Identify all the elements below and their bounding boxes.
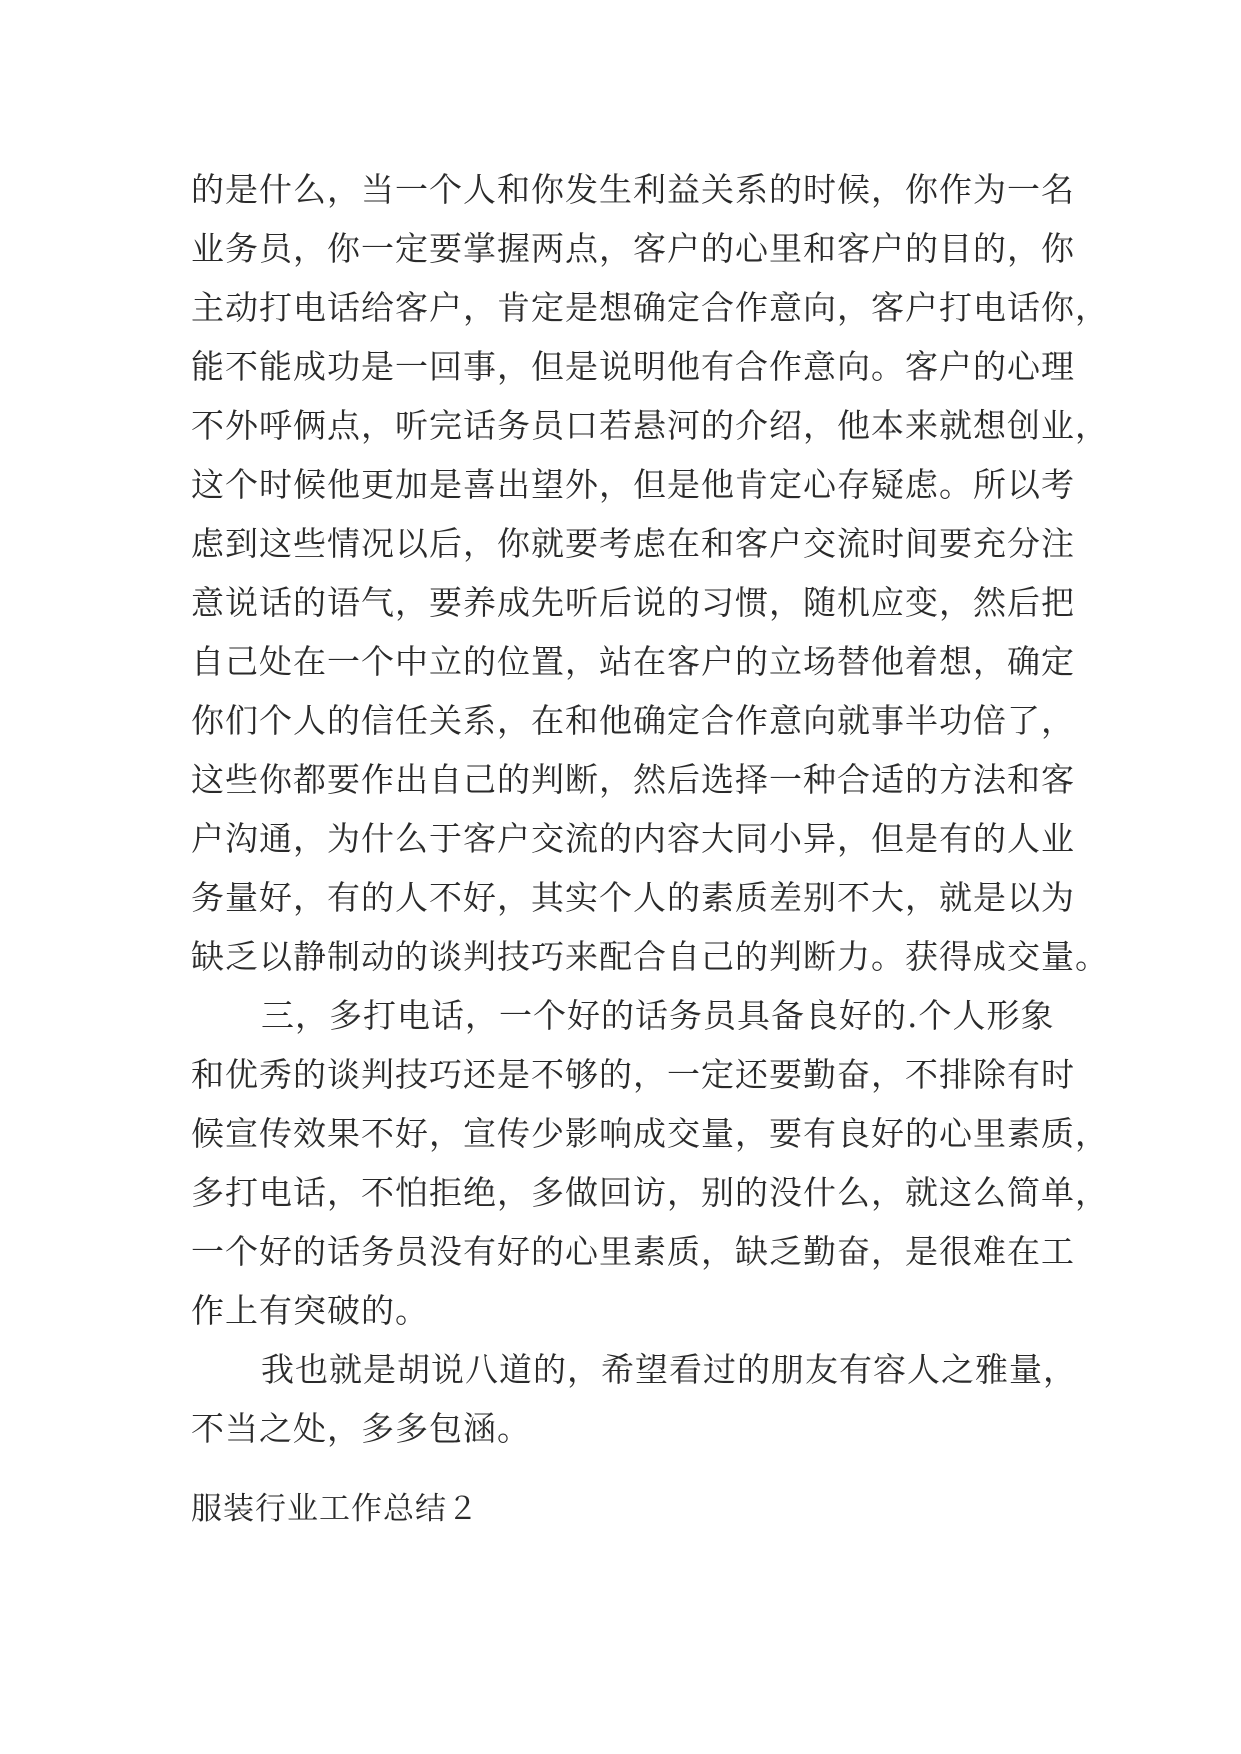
paragraph-2-line: 多打电话，不怕拒绝，多做回访，别的没什么，就这么简单， bbox=[191, 1173, 1109, 1212]
paragraph-2-line: 一个好的话务员没有好的心里素质，缺乏勤奋，是很难在工 bbox=[191, 1232, 1075, 1271]
paragraph-1-line: 业务员，你一定要掌握两点，客户的心里和客户的目的，你 bbox=[191, 229, 1075, 268]
paragraph-1-line: 这个时候他更加是喜出望外，但是他肯定心存疑虑。所以考 bbox=[191, 465, 1075, 504]
document-body bbox=[191, 160, 1109, 1458]
paragraph-1 bbox=[191, 160, 1109, 986]
paragraph-1-line: 的是什么，当一个人和你发生利益关系的时候，你作为一名 bbox=[191, 170, 1075, 209]
paragraph-1-line: 意说话的语气，要养成先听后说的习惯，随机应变，然后把 bbox=[191, 583, 1075, 622]
paragraph-1-line: 务量好，有的人不好，其实个人的素质差别不大，就是以为 bbox=[191, 878, 1075, 917]
paragraph-1-line: 缺乏以静制动的谈判技巧来配合自己的判断力。获得成交量。 bbox=[191, 937, 1109, 976]
paragraph-1-line: 主动打电话给客户，肯定是想确定合作意向，客户打电话你， bbox=[191, 288, 1109, 327]
paragraph-2 bbox=[191, 986, 1109, 1340]
paragraph-1-line: 不外呼俩点，听完话务员口若悬河的介绍，他本来就想创业， bbox=[191, 406, 1109, 445]
paragraph-1-line: 能不能成功是一回事，但是说明他有合作意向。客户的心理 bbox=[191, 347, 1075, 386]
paragraph-3-line: 我也就是胡说八道的，希望看过的朋友有容人之雅量， bbox=[261, 1350, 1077, 1389]
paragraph-1-line: 自己处在一个中立的位置，站在客户的立场替他着想，确定 bbox=[191, 642, 1075, 681]
paragraph-3-line: 不当之处，多多包涵。 bbox=[191, 1409, 531, 1448]
section-heading: 服装行业工作总结２ bbox=[191, 1491, 479, 1527]
paragraph-2-line: 作上有突破的。 bbox=[191, 1291, 429, 1330]
paragraph-2-line: 三，多打电话，一个好的话务员具备良好的.个人形象 bbox=[261, 996, 1055, 1035]
paragraph-2-line: 候宣传效果不好，宣传少影响成交量，要有良好的心里素质， bbox=[191, 1114, 1109, 1153]
paragraph-1-line: 这些你都要作出自己的判断，然后选择一种合适的方法和客 bbox=[191, 760, 1075, 799]
paragraph-2-line: 和优秀的谈判技巧还是不够的，一定还要勤奋，不排除有时 bbox=[191, 1055, 1075, 1094]
paragraph-3 bbox=[191, 1340, 1077, 1458]
paragraph-1-line: 户沟通，为什么于客户交流的内容大同小异，但是有的人业 bbox=[191, 819, 1075, 858]
paragraph-1-line: 虑到这些情况以后，你就要考虑在和客户交流时间要充分注 bbox=[191, 524, 1075, 563]
paragraph-1-line: 你们个人的信任关系，在和他确定合作意向就事半功倍了， bbox=[191, 701, 1075, 740]
